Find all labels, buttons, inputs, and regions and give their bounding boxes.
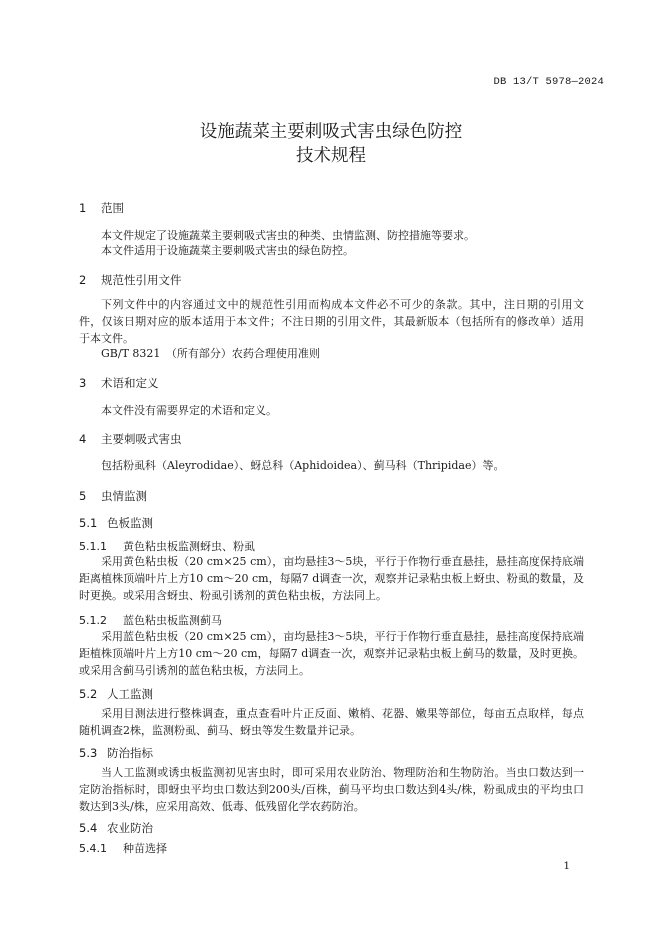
subsection-5-1-1-heading xyxy=(79,538,255,554)
section-3-heading xyxy=(79,375,159,391)
section-number: 3 xyxy=(79,376,87,390)
section-number: 4 xyxy=(79,432,87,446)
subsection-5-4-1-heading xyxy=(79,840,167,856)
section-number: 5.2 xyxy=(79,687,98,701)
section-title: 术语和定义 xyxy=(101,376,159,390)
section-number: 5 xyxy=(79,489,87,503)
paragraph: 本文件适用于设施蔬菜主要刺吸式害虫的绿色防控。 xyxy=(101,244,354,257)
paragraph: 采用黄色粘虫板（20 cm×25 cm），亩均悬挂3～5块，平行于作物行垂直悬挂，悬挂高度保持底端距离植株顶端叶片上方10 cm～20 cm，每隔7 d调查一次，观察并记录粘虫板上蚜虫、粉虱的数量，及时更换。或采用含蚜虫、粉虱引诱剂的黄色粘虫板，方法同上。 xyxy=(79,555,584,602)
section-2-heading xyxy=(79,272,182,288)
page-title-line-1: 设施蔬菜主要刺吸式害虫绿色防控 xyxy=(199,122,463,142)
section-title: 范围 xyxy=(101,201,124,215)
section-title: 防治指标 xyxy=(107,746,153,760)
section-4-heading xyxy=(79,431,182,447)
section-5-heading xyxy=(79,488,147,504)
document-number: DB 13/T 5978—2024 xyxy=(493,76,604,88)
paragraph: 包括粉虱科（Aleyrodidae）、蚜总科（Aphidoidea）、蓟马科（Thripidae）等。 xyxy=(101,459,505,472)
subsection-5-1-heading xyxy=(79,515,153,531)
section-title: 农业防治 xyxy=(107,821,153,835)
section-number: 5.3 xyxy=(79,746,98,760)
subsection-5-1-2-heading xyxy=(79,612,222,628)
section-number: 1 xyxy=(79,201,87,215)
section-title: 黄色粘虫板监测蚜虫、粉虱 xyxy=(123,540,255,553)
section-title: 蓝色粘虫板监测蓟马 xyxy=(123,614,222,627)
section-title: 规范性引用文件 xyxy=(101,273,182,287)
section-1-heading xyxy=(79,200,124,216)
section-title: 种苗选择 xyxy=(123,842,167,855)
section-title: 人工监测 xyxy=(107,687,153,701)
section-number: 2 xyxy=(79,273,87,287)
paragraph: 本文件规定了设施蔬菜主要刺吸式害虫的种类、虫情监测、防控措施等要求。 xyxy=(101,229,475,242)
subsection-5-3-heading xyxy=(79,745,153,761)
paragraph: 采用目测法进行整株调查，重点查看叶片正反面、嫩梢、花器、嫩果等部位，每亩五点取样，每点随机调查2株，监测粉虱、蓟马、蚜虫等发生数量并记录。 xyxy=(79,707,584,737)
section-number: 5.1 xyxy=(79,516,98,530)
section-number: 5.1.2 xyxy=(79,614,107,627)
section-number: 5.1.1 xyxy=(79,540,107,553)
normative-reference: GB/T 8321 （所有部分）农药合理使用准则 xyxy=(101,347,320,360)
subsection-5-4-heading xyxy=(79,820,153,836)
paragraph: 当人工监测或诱虫板监测初见害虫时，即可采用农业防治、物理防治和生物防治。当虫口数达到一定防治指标时，即蚜虫平均虫口数达到200头/百株，蓟马平均虫口数达到4头/株，粉虱成虫的平均虫口数达到3头/株，应采用高效、低毒、低残留化学农药防治。 xyxy=(79,766,584,813)
paragraph: 本文件没有需要界定的术语和定义。 xyxy=(101,404,277,417)
page-number: 1 xyxy=(563,860,570,872)
page-title-line-2: 技术规程 xyxy=(296,146,366,166)
section-title: 色板监测 xyxy=(107,516,153,530)
section-number: 5.4 xyxy=(79,821,98,835)
section-number: 5.4.1 xyxy=(79,842,107,855)
subsection-5-2-heading xyxy=(79,686,153,702)
section-title: 虫情监测 xyxy=(101,489,147,503)
section-title: 主要刺吸式害虫 xyxy=(101,432,182,446)
paragraph: 采用蓝色粘虫板（20 cm×25 cm），亩均悬挂3～5块，平行于作物行垂直悬挂，悬挂高度保持底端距植株顶端叶片上方10 cm～20 cm，每隔7 d调查一次，观察并记录粘虫板上蓟马的数量，及时更换。或采用含蓟马引诱剂的蓝色粘虫板，方法同上。 xyxy=(79,630,584,677)
paragraph: 下列文件中的内容通过文中的规范性引用而构成本文件必不可少的条款。其中，注日期的引用文件，仅该日期对应的版本适用于本文件；不注日期的引用文件，其最新版本（包括所有的修改单）适用于本文件。 xyxy=(79,298,584,345)
